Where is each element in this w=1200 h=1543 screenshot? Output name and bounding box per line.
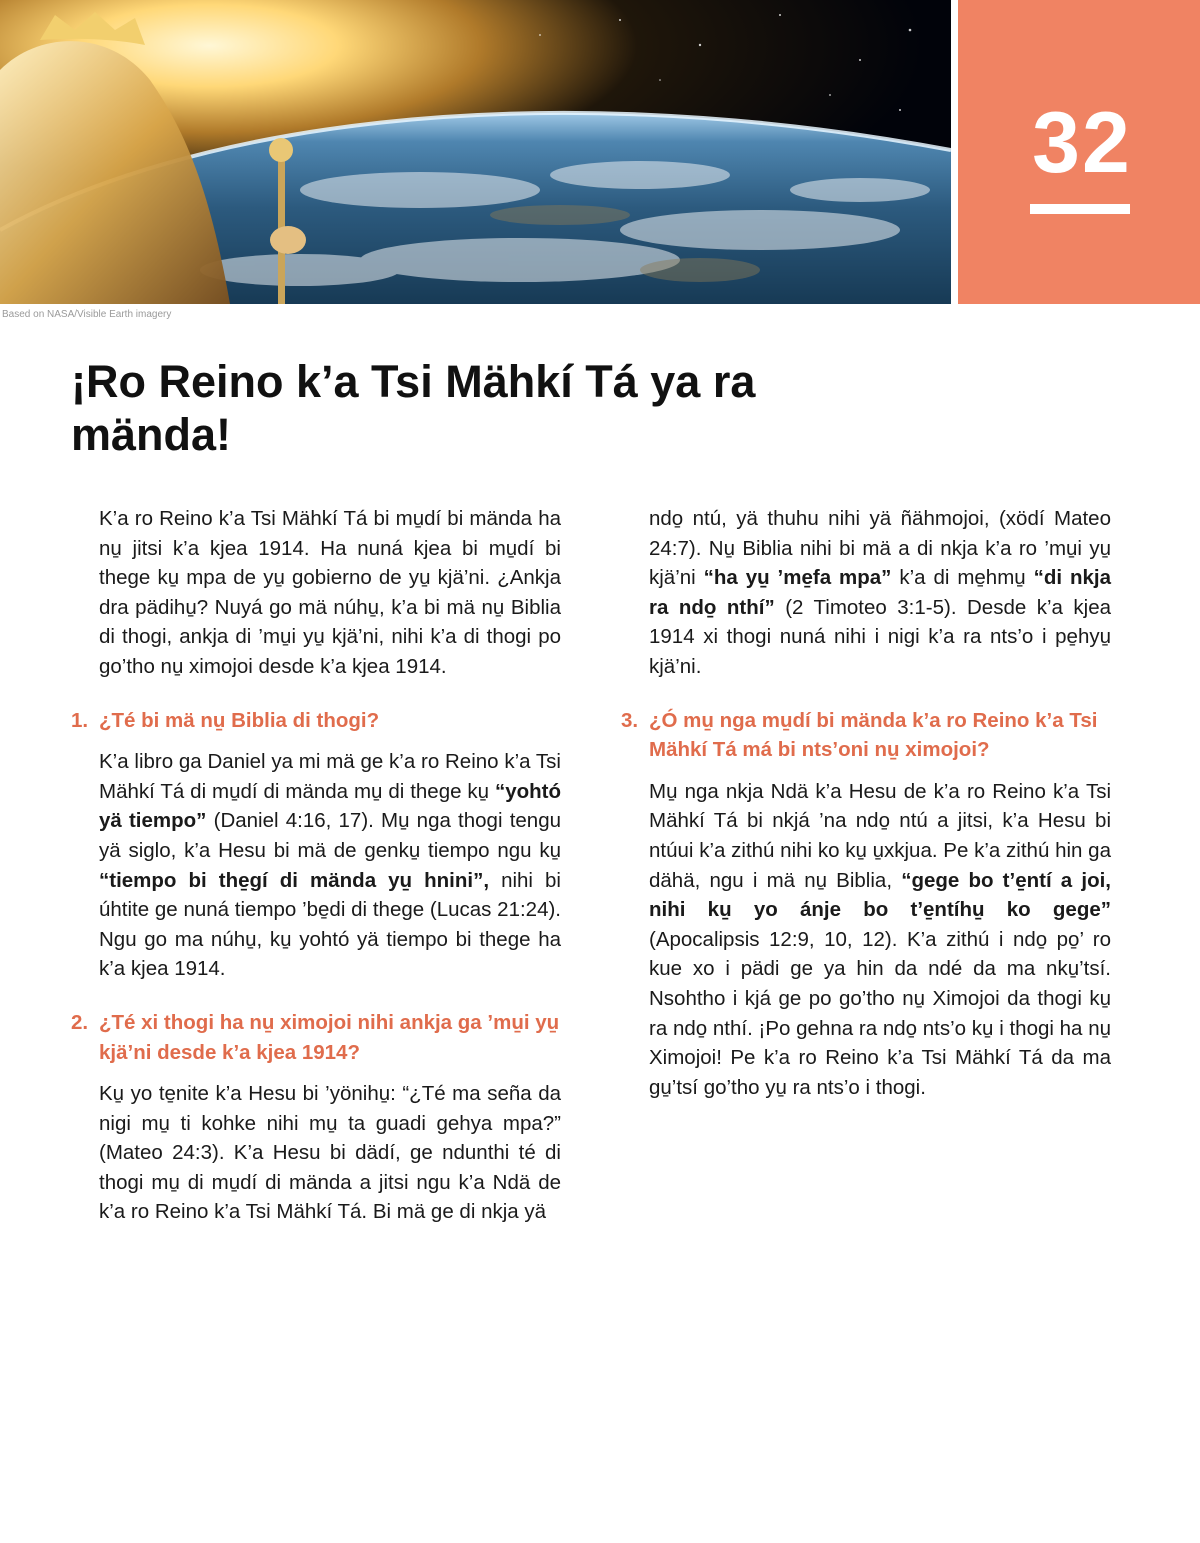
answer-text: k’a di me̱hmu̱ <box>891 566 1034 590</box>
intro-paragraph: K’a ro Reino k’a Tsi Mähkí Tá bi mu̱dí bi mända ha nu̱ jitsi k’a kjea 1914. Ha nuná kjea bi mu̱dí bi thege ku̱ mpa de yu̱ gobierno de yu̱ kjä’ni. ¿Ankja dra pädihu̱? Nuyá go mä núhu̱, k’a bi mä nu̱ Biblia di thogi, ankja di ’mu̱i yu̱ kjä’ni, nihi k’a di thogi po go’tho nu̱ ximojoi desde k’a kjea 1914. <box>99 507 561 678</box>
answer-1-paragraph <box>71 747 561 984</box>
answer-text: (2 Timoteo 3:1-5). Desde k’a kjea 1914 xi thogi nuná nihi i nigi k’a ra nts’o i pe̱hyu̱ kjä’ni. <box>649 595 1112 678</box>
answer-3-paragraph <box>621 777 1111 1103</box>
answer-highlight: “di nkja ra ndo̱ nthí” <box>649 566 1112 619</box>
answer-highlight: “ha yu̱ ’me̱fa mpa” <box>703 566 892 590</box>
answer-2-paragraph: Ku̱ yo te̱nite k’a Hesu bi ’yönihu̱: “¿Té ma seña da nigi mu̱ ti kohke nihi mu̱ ta guadi gehya mpa?” (Mateo 24:3). K’a Hesu bi dädí, ge ndunthi té di thogi mu̱ di mu̱dí di mända a jitsi ngu k’a Ndä de k’a ro Reino k’a Tsi Mähkí Tá. Bi mä ge di nkja yä <box>99 1082 561 1224</box>
answer-highlight: “gege bo t’e̱ntí a joi, nihi ku̱ yo ánje bo t’e̱ntíhu̱ ko gege” <box>649 868 1111 922</box>
hero-image <box>0 0 951 304</box>
answer-text: ndo̱ ntú, yä thuhu nihi yä ñähmojoi, (xödí Mateo 24:7). Nu̱ Biblia nihi bi mä a di nkja k’a ro ’mu̱i yu̱ kjä’ni <box>649 507 1111 590</box>
question-1 <box>71 706 561 736</box>
question-text: ¿Té bi mä nu̱ Biblia di thogi? <box>99 708 380 732</box>
question-number: 2. <box>71 1010 89 1034</box>
lesson-number-underline <box>1030 204 1130 214</box>
answer-text: Mu̱ nga nkja Ndä k’a Hesu de k’a ro Reino k’a Tsi Mähkí Tá bi nkjá ’na ndo̱ ntú a jitsi, k’a Hesu bi ntúui k’a zithú nihi ko ku̱ u̱xkjua. Pe k’a zithú hin ga dähä, ngu i mä nu̱ Biblia, <box>649 779 1111 892</box>
answer-highlight: “yohtó yä tiempo” <box>99 779 561 833</box>
question-3 <box>621 706 1111 765</box>
answer-text: (Daniel 4:16, 17). Mu̱ nga thogi tengu yä siglo, k’a Hesu bi mä de genku̱ tiempo ngu ku̱ <box>99 809 561 862</box>
lesson-number-box <box>958 0 1200 304</box>
left-column <box>71 504 561 1251</box>
photo-credit: Based on NASA/Visible Earth imagery <box>2 309 172 320</box>
question-number: 3. <box>621 708 639 732</box>
answer-text: (Apocalipsis 12:9, 10, 12). K’a zithú i ndo̱ po̱’ ro kue xo i pädi ge ya hin da ndé da ma nku̱’tsí. Nsohtho i kjá ge po go’tho nu̱ Ximojoi da thogi ku̱ ra ndo̱ nthí. ¡Po gehna ra ndo̱ nts’o ku̱ i thogi ha nu̱ Ximojoi! Pe k’a ro Reino k’a Tsi Mähkí Tá da ma gu̱’tsí go’tho yu̱ ra nts’o i thogi. <box>649 927 1111 1099</box>
question-text: ¿Té xi thogi ha nu̱ ximojoi nihi ankja ga ’mu̱i yu̱ kjä’ni desde k’a kjea 1914? <box>99 1010 560 1064</box>
earth-from-space-illustration <box>0 0 951 304</box>
answer-highlight: “tiempo bi the̱gí di mända yu̱ hnini”, <box>99 868 490 892</box>
answer-text: nihi bi úhtite ge nuná tiempo ’be̱di di thege (Lucas 21:24). Ngu go ma núhu̱, ku̱ yohtó yä tiempo bi thege ha k’a kjea 1914. <box>99 868 561 981</box>
question-text: ¿Ó mu̱ nga mu̱dí bi mända k’a ro Reino k’a Tsi Mähkí Tá má bi nts’oni nu̱ ximojoi? <box>649 708 1098 762</box>
question-2 <box>71 1008 561 1067</box>
lesson-number: 32 <box>1032 95 1132 191</box>
right-column <box>621 504 1111 1126</box>
answer-2-continued <box>621 504 1111 682</box>
answer-text: K’a libro ga Daniel ya mi mä ge k’a ro Reino k’a Tsi Mähkí Tá di mu̱dí di mända mu̱ di thege ku̱ <box>99 750 561 803</box>
question-number: 1. <box>71 708 89 732</box>
page-title: ¡Ro Reino k’a Tsi Mähkí Tá ya ra mända! <box>71 356 756 460</box>
